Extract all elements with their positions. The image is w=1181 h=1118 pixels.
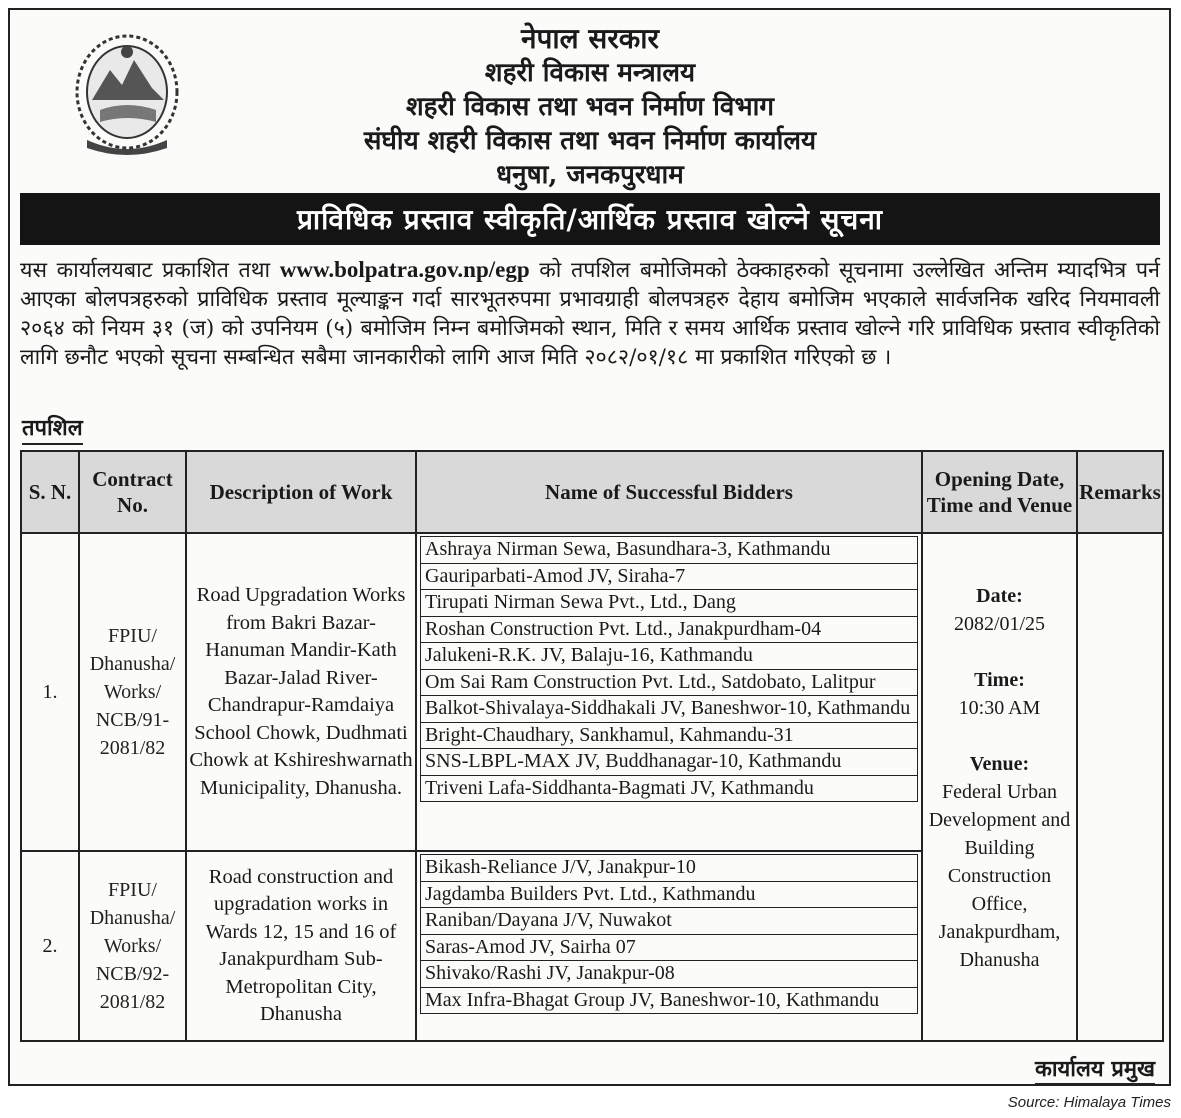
header-office: संघीय शहरी विकास तथा भवन निर्माण कार्यालय xyxy=(363,126,817,156)
intro-before-url: यस कार्यालयबाट प्रकाशित तथा xyxy=(20,258,271,283)
bidder-item: Tirupati Nirman Sewa Pvt., Ltd., Dang xyxy=(420,590,918,617)
venue-label: Venue: xyxy=(969,753,1030,775)
header-location: धनुषा, जनकपुरधाम xyxy=(496,160,684,190)
header-ministry: शहरी विकास मन्त्रालय xyxy=(484,58,696,88)
bidder-item: Shivako/Rashi JV, Janakpur-08 xyxy=(420,961,918,988)
opening-time: 10:30 AM xyxy=(958,697,1041,719)
table-header-row xyxy=(21,451,1163,533)
opening-venue: Federal Urban Development and Building Construction Office, Janakpurdham, Dhanusha xyxy=(928,781,1071,971)
section-label: तपशिल xyxy=(22,412,83,445)
row-sn: 1. xyxy=(21,533,79,851)
time-label: Time: xyxy=(974,669,1025,691)
office-chief-signature: कार्यालय प्रमुख xyxy=(1035,1053,1155,1085)
opening-details xyxy=(922,533,1077,1041)
header-department: शहरी विकास तथा भवन निर्माण विभाग xyxy=(406,92,774,122)
header-description: Description of Work xyxy=(186,451,416,533)
header-remarks: Remarks xyxy=(1077,451,1163,533)
bidder-item: Roshan Construction Pvt. Ltd., Janakpurdham-04 xyxy=(420,617,918,644)
bidder-item: Max Infra-Bhagat Group JV, Baneshwor-10, Kathmandu xyxy=(420,988,918,1015)
bidder-item: Triveni Lafa-Siddhanta-Bagmati JV, Kathmandu xyxy=(420,776,918,803)
row-sn: 2. xyxy=(21,851,79,1041)
office-header xyxy=(200,22,980,192)
intro-after-url: को तपशिल बमोजिमको ठेक्काहरुको सूचनामा उल्लेखित अन्तिम म्यादभित्र पर्न आएका बोलपत्रहरुको प्राविधिक प्रस्ताव मूल्याङ्कन गर्दा सारभूतरुपमा प्रभावग्राही बोलपत्रहरु देहाय बमोजिम भएकाले सार्वजनिक खरिद नियमावली २०६४ को नियम ३१ (ज) को उपनियम (५) बमोजिम निम्न बमोजिमको स्थान, मिति र समय आर्थिक प्रस्ताव खोल्ने गरि प्राविधिक प्रस्ताव स्वीकृतिको लागि छनौट भएको सूचना सम्बन्धित सबैमा जानकारीको लागि आज मिति २०८२/०१/१८ मा प्रकाशित गरिएको छ । xyxy=(20,258,1160,370)
bidder-item: Bikash-Reliance J/V, Janakpur-10 xyxy=(420,854,918,882)
notice-page xyxy=(8,8,1171,1086)
contracts-table xyxy=(20,450,1164,1042)
row-description: Road construction and upgradation works in Wards 12, 15 and 16 of Janakpurdham Sub-Metropolitan City, Dhanusha xyxy=(186,851,416,1041)
bolpatra-link[interactable]: www.bolpatra.gov.np/egp xyxy=(279,257,530,282)
header-contract-no: Contract No. xyxy=(79,451,186,533)
row-contract-no: FPIU/ Dhanusha/ Works/ NCB/92- 2081/82 xyxy=(79,851,186,1041)
bidder-item: Om Sai Ram Construction Pvt. Ltd., Satdobato, Lalitpur xyxy=(420,670,918,697)
header-sn: S. N. xyxy=(21,451,79,533)
header-opening: Opening Date, Time and Venue xyxy=(922,451,1077,533)
row-description: Road Upgradation Works from Bakri Bazar-Hanuman Mandir-Kath Bazar-Jalad River-Chandrapur-Ramdaiya School Chowk, Dudhmati Chowk at Kshireshwarnath Municipality, Dhanusha. xyxy=(186,533,416,851)
header-bidders: Name of Successful Bidders xyxy=(416,451,922,533)
header-government: नेपाल सरकार xyxy=(520,22,660,55)
source-credit: Source: Himalaya Times xyxy=(1007,1094,1171,1111)
bidder-item: Bright-Chaudhary, Sankhamul, Kahmandu-31 xyxy=(420,723,918,750)
row-contract-no: FPIU/ Dhanusha/ Works/ NCB/91- 2081/82 xyxy=(79,533,186,851)
remarks-cell xyxy=(1077,533,1163,1041)
bidder-item: Ashraya Nirman Sewa, Basundhara-3, Kathmandu xyxy=(420,536,918,564)
bidder-item: Jalukeni-R.K. JV, Balaju-16, Kathmandu xyxy=(420,643,918,670)
date-label: Date: xyxy=(976,585,1023,607)
row-bidders xyxy=(416,851,922,1041)
row-bidders xyxy=(416,533,922,851)
intro-paragraph xyxy=(20,255,1160,372)
bidder-item: SNS-LBPL-MAX JV, Buddhanagar-10, Kathmandu xyxy=(420,749,918,776)
notice-title: प्राविधिक प्रस्ताव स्वीकृति/आर्थिक प्रस्ताव खोल्ने सूचना xyxy=(20,193,1160,245)
nepal-government-emblem-icon xyxy=(72,30,182,160)
table-row xyxy=(21,533,1163,851)
bidder-item: Jagdamba Builders Pvt. Ltd., Kathmandu xyxy=(420,882,918,909)
opening-date: 2082/01/25 xyxy=(953,613,1046,635)
bidder-item: Saras-Amod JV, Sairha 07 xyxy=(420,935,918,962)
bidder-item: Raniban/Dayana J/V, Nuwakot xyxy=(420,908,918,935)
bidder-item: Gauriparbati-Amod JV, Siraha-7 xyxy=(420,564,918,591)
bidder-item: Balkot-Shivalaya-Siddhakali JV, Baneshwor-10, Kathmandu xyxy=(420,696,918,723)
